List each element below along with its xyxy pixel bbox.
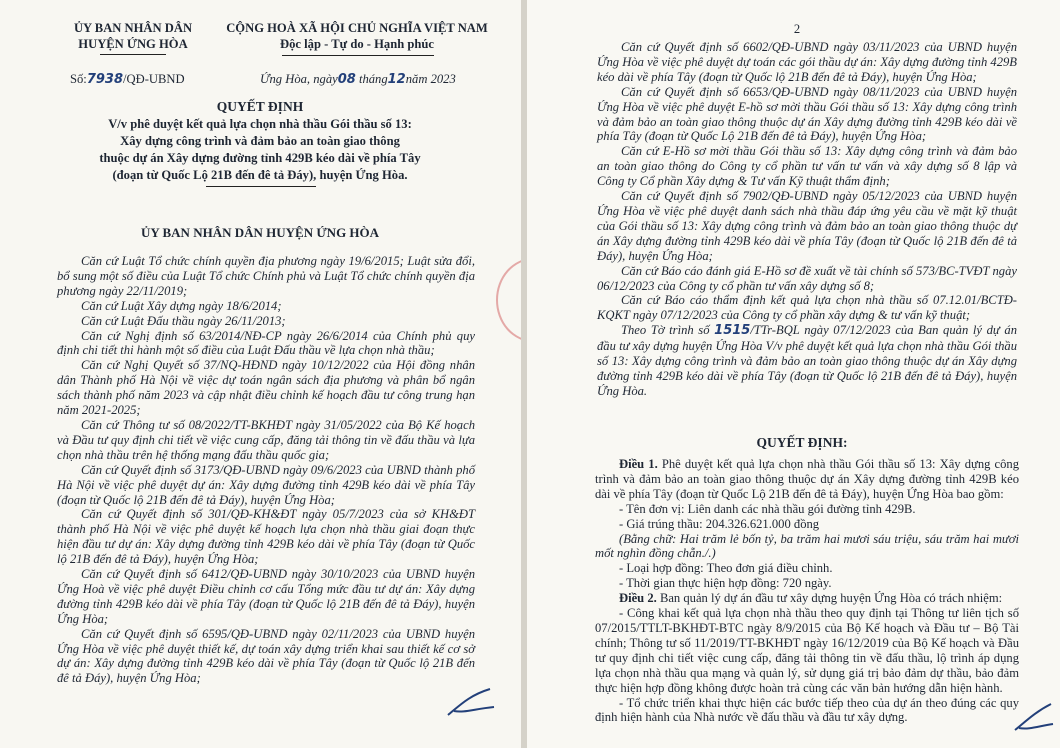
legal-basis-item: Căn cứ Luật Tổ chức chính quyền địa phương ngày 19/6/2015; Luật sửa đổi, bổ sung một số điều của Luật Tổ chức Chính phủ và Luật Tổ chức chính quyền địa phương ngày 22/11/2019; — [57, 254, 475, 298]
motto-underline — [282, 55, 434, 56]
legal-basis-item: Căn cứ Luật Xây dựng ngày 18/6/2014; — [81, 298, 282, 313]
document-title: QUYẾT ĐỊNH — [216, 99, 304, 114]
legal-basis-item: Căn cứ Quyết định số 6602/QĐ-UBND ngày 03/11/2023 của UBND huyện Ứng Hòa về việc phê duyệt dự toán các gói thầu dự án: Xây dựng đường tỉnh 429B kéo dài về phía Tây (đoạn từ Quốc lộ 21B đến đê tả Đáy), huyện Ứng Hòa; — [597, 40, 1017, 84]
legal-basis-item: Căn cứ E-Hồ sơ mời thầu Gói thầu số 13: Xây dựng công trình và đảm bảo an toàn giao thông do Công ty cổ phần tư vấn tư vấn và xây dựng số 8 lập và Công ty Cổ phần Xây dựng & Tư vấn Kỹ thuật thẩm định; — [597, 144, 1017, 189]
legal-basis-item: Căn cứ Quyết định số 6653/QĐ-UBND ngày 08/11/2023 của UBND huyện Ứng Hòa về việc phê duyệt E-hồ sơ mời thầu Gói thầu số 13: Xây dựng công trình và đảm bảo an toàn giao thông thuộc dự án Xây dựng đường tỉnh 429B kéo dài về phía Tây (đoạn từ Quốc Lộ 21B đến đê tả Đáy), huyện Ứng Hòa; — [597, 84, 1017, 144]
legal-basis-item: Căn cứ Quyết định số 7902/QĐ-UBND ngày 05/12/2023 của UBND huyện Ứng Hòa về việc phê duyệt danh sách nhà thầu đáp ứng yêu cầu về mặt kỹ thuật của Gói thầu số 13: Xây dựng công trình và đảm bảo an toàn giao thông thuộc dự án Xây dựng đường tỉnh 429B kéo dài về phía Tây (đoạn từ Quốc lộ 21B đến đê tả Đáy), huyện Ứng Hòa; — [597, 189, 1017, 263]
article-2: Điều 2. Ban quản lý dự án đầu tư xây dựng huyện Ứng Hòa có trách nhiệm: — [619, 591, 1003, 606]
issuing-authority: ỦY BAN NHÂN DÂN HUYỆN ỨNG HÒA — [140, 225, 380, 240]
agency-district: HUYỆN ỨNG HÒA — [78, 37, 188, 51]
handwritten-proposal-number: 1515 — [714, 323, 751, 339]
page-number: 2 — [793, 22, 801, 36]
document-page-1 — [0, 0, 521, 748]
legal-basis-item: Căn cứ Quyết định số 301/QĐ-KH&ĐT ngày 05/7/2023 của sở KH&ĐT thành phố Hà Nội về việc phê duyệt kế hoạch lựa chọn nhà thầu giai đoạn thực hiện đầu tư dự án: Xây dựng đường tỉnh 429B kéo dài về phía Tây (đoạn từ Quốc lộ 21B đến đê tả Đáy), huyện Ứng Hòa; — [57, 507, 475, 567]
legal-basis-list — [57, 254, 475, 686]
subject-line-4: (đoạn từ Quốc Lộ 21B đến đê tả Đáy), huyện Ứng Hòa. — [112, 168, 408, 182]
document-date: Ứng Hòa, ngày08 tháng12năm 2023 — [260, 72, 456, 87]
subject-line-3: thuộc dự án Xây dựng đường tỉnh 429B kéo dài về phía Tây — [99, 151, 421, 165]
legal-basis-item: Căn cứ Thông tư số 08/2022/TT-BKHĐT ngày 31/05/2022 của Bộ Kế hoạch và Đầu tư quy định chi tiết về việc cung cấp, đăng tải thông tin về đấu thầu và lựa chọn nhà thầu trên hệ thống mạng đấu thầu quốc gia; — [57, 417, 475, 462]
national-motto: Độc lập - Tự do - Hạnh phúc — [280, 37, 434, 51]
document-number: Số:7938/QĐ-UBND — [70, 72, 185, 87]
subject-line-2: Xây dựng công trình và đảm bảo an toàn giao thông — [120, 134, 400, 148]
legal-basis-item: Căn cứ Quyết định số 6595/QĐ-UBND ngày 02/11/2023 của UBND huyện Ứng Hòa về việc phê duyệt thiết kế, dự toán xây dựng triển khai sau thiết kế cơ sở dự án: Xây dựng đường tỉnh 429B kéo dài về phía Tây (đoạn từ Quốc lộ 21B đến đê tả Đáy), huyện Ứng Hòa; — [57, 626, 475, 686]
document-page-2 — [527, 0, 1060, 748]
article-1: Điều 1. Phê duyệt kết quả lựa chọn nhà thầu Gói thầu số 13: Xây dựng công trình và đảm bảo an toàn giao thông thuộc dự án Xây dựng đường tỉnh 429B kéo dài về phía Tây (đoạn từ Quốc Lộ 21B đến đê tả Đáy), huyện Ứng Hòa bao gồm: — [595, 457, 1019, 501]
article-1-contract-type: - Loại hợp đồng: Theo đơn giá điều chỉnh. — [619, 561, 833, 576]
article-1-unit: - Tên đơn vị: Liên danh các nhà thầu gói đường tỉnh 429B. — [619, 501, 916, 516]
legal-basis-item: Căn cứ Quyết định số 6412/QĐ-UBND ngày 30/10/2023 của UBND huyện Ứng Hoà về việc phê duyệt Điều chỉnh cơ cấu Tổng mức đầu tư dự án: Xây dựng đường tỉnh 429B kéo dài về phía Tây (đoạn từ Quốc lộ 21B đến đê tả Đáy), huyện Ứng Hòa; — [57, 567, 475, 626]
legal-basis-item: Căn cứ Luật Đấu thầu ngày 26/11/2013; — [81, 313, 286, 328]
proposal-paragraph: Theo Tờ trình số 1515/TTr-BQL ngày 07/12/2023 của Ban quản lý dự án đầu tư xây dựng huyện Ứng Hòa V/v phê duyệt kết quả lựa chọn nhà thầu Gói thầu số 13: Xây dựng công trình và đảm bảo an toàn giao thông thuộc dự án Xây dựng đường tỉnh 429B kéo dài về phía Tây (đoạn từ Quốc lộ 21B đến đê tả Đáy), huyện Ứng Hòa. — [597, 323, 1017, 398]
article-2-item: - Tổ chức triển khai thực hiện các bước tiếp theo của dự án theo đúng các quy định hiện hành của Nhà nước về đấu thầu và đầu tư xây dựng. — [595, 695, 1019, 725]
seal-stamp-edge — [496, 258, 521, 342]
article-2-item: - Công khai kết quả lựa chọn nhà thầu theo quy định tại Thông tư liên tịch số 07/2015/TTLT-BKHĐT-BTC ngày 8/9/2015 của Bộ Kế hoạch và Đầu tư – Bộ Tài chính; Thông tư số 11/2019/TT-BKHĐT ngày 16/12/2019 của Bộ Kế hoạch và Đầu tư quy định chi tiết việc cung cấp, đăng tải thông tin về đấu thầu, lộ trình áp dụng lựa chọn nhà thầu qua mạng và quản lý, sử dụng giá trị bảo đảm dự thầu, bảo đảm thực hiện hợp đồng không được hoàn trả cùng các văn bản hướng dẫn hiện hành. — [595, 606, 1019, 695]
decision-heading: QUYẾT ĐỊNH: — [756, 435, 848, 450]
legal-basis-list-2 — [597, 40, 1017, 399]
amount-in-words: (Bằng chữ: Hai trăm lẻ bốn tỷ, ba trăm hai mươi sáu triệu, sáu trăm hai mươi mốt nghìn đồng chẵn./.) — [595, 531, 1019, 561]
article-1-price: - Giá trúng thầu: 204.326.621.000 đồng — [619, 516, 820, 531]
decision-articles — [595, 457, 1019, 725]
subject-underline — [206, 186, 316, 187]
article-1-duration: - Thời gian thực hiện hợp đồng: 720 ngày. — [619, 576, 832, 591]
legal-basis-item: Căn cứ Báo cáo đánh giá E-Hồ sơ đề xuất về tài chính số 573/BC-TVĐT ngày 06/12/2023 của Công ty cổ phần tư vấn xây dựng số 8; — [597, 263, 1017, 293]
legal-basis-item: Căn cứ Báo cáo thẩm định kết quả lựa chọn nhà thầu số 07.12.01/BCTĐ-KQKT ngày 07/12/2023 của Công ty cổ phần xây dựng & tư vấn kỹ thuật; — [597, 293, 1017, 323]
initial-signature-2 — [1011, 700, 1057, 736]
initial-signature — [440, 685, 500, 725]
legal-basis-item: Căn cứ Nghị định số 63/2014/NĐ-CP ngày 26/6/2014 của Chính phủ quy định chi tiết thi hành một số điều của Luật Đấu thầu về lựa chọn nhà thầu; — [57, 328, 475, 358]
handwritten-number: 7938 — [86, 72, 123, 87]
agency-name: ỦY BAN NHÂN DÂN — [73, 21, 193, 35]
legal-basis-item: Căn cứ Quyết định số 3173/QĐ-UBND ngày 09/6/2023 của UBND thành phố Hà Nội về việc phê duyệt dự án: Xây dựng đường tỉnh 429B kéo dài về phía Tây (đoạn từ Quốc lộ 21B đến đê tả Đáy), huyện Ứng Hòa; — [57, 462, 475, 507]
national-title: CỘNG HOÀ XÃ HỘI CHỦ NGHĨA VIỆT NAM — [226, 21, 488, 35]
agency-underline — [100, 54, 166, 55]
subject-line-1: V/v phê duyệt kết quả lựa chọn nhà thầu Gói thầu số 13: — [108, 117, 412, 131]
legal-basis-item: Căn cứ Nghị Quyết số 37/NQ-HĐND ngày 10/12/2022 của Hội đồng nhân dân Thành phố Hà Nội về việc dự toán ngân sách địa phương và phân bổ ngân sách thành phố năm 2023 và cập nhật điều chỉnh kế hoạch đầu tư công trung hạn năm 2021-2025; — [57, 358, 475, 418]
